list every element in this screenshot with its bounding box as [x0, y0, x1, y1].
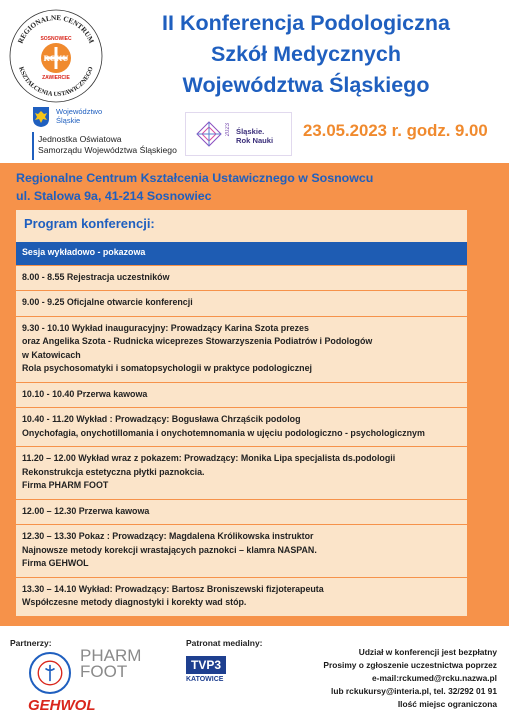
science-year-icon — [196, 121, 222, 147]
unit-name: Samorządu Województwa Śląskiego — [38, 145, 177, 155]
info-line: lub rckukursy@interia.pl, tel. 32/292 01 91 — [331, 686, 497, 696]
program-item-line: 8.00 - 8.55 Rejestracja uczestników — [22, 271, 170, 282]
logo-ring-top: REGIONALNE CENTRUM — [16, 13, 96, 45]
program-item-line: 12.30 – 13.30 Pokaz : Prowadzący: Magdalena Królikowska instruktor — [22, 531, 314, 541]
program-item-line: w Katowicach — [22, 349, 81, 360]
event-date: 23.05.2023 r. godz. 9.00 — [303, 121, 488, 140]
session-header: Sesja wykładowo - pokazowa — [16, 242, 467, 265]
info-line: Udział w konferencji jest bezpłatny — [358, 647, 497, 657]
rcku-logo — [8, 8, 104, 104]
program-item — [16, 382, 467, 408]
voivodeship-name: Śląskie — [56, 116, 81, 125]
program-item-line: Firma PHARM FOOT — [22, 480, 109, 490]
gehwol-logo: GEHWOL — [28, 697, 96, 714]
program-item-line: 11.20 – 12.00 Wykład wraz z pokazem: Prowadzący: Monika Lipa specjalista ds.podologii — [22, 453, 396, 463]
science-year-label: Rok Nauki — [236, 136, 274, 145]
program-item — [16, 499, 467, 525]
registration-info — [323, 646, 497, 711]
program-item-line: 10.10 - 10.40 Przerwa kawowa — [22, 388, 148, 399]
logo-monogram: RCKU — [43, 53, 69, 63]
program-item-line: Współczesne metody diagnostyki i korekty wad stóp. — [22, 597, 247, 607]
unit-name: Jednostka Oświatowa — [38, 134, 122, 144]
program-item-line: 13.30 – 14.10 Wykład: Prowadzący: Bartosz Broniszewski fizjoterapeuta — [22, 583, 324, 594]
program-item-line: 9.30 - 10.10 Wykład inauguracyjny: Prowadzący Karina Szota prezes — [22, 322, 309, 333]
title-line: II Konferencja Podologiczna — [162, 11, 450, 35]
program-item — [16, 524, 467, 577]
program-item — [16, 316, 467, 382]
program-items — [16, 265, 467, 616]
divider — [32, 132, 34, 160]
program-item — [16, 290, 467, 316]
partner-emblem-icon — [29, 652, 71, 694]
program-item-line: 9.00 - 9.25 Oficjalne otwarcie konferencji — [22, 297, 193, 307]
program-item — [16, 446, 467, 499]
pharm-foot-line: PHARM — [80, 646, 142, 665]
eagle-crest-icon — [32, 106, 50, 128]
logo-city-bottom: ZAWIERCIE — [42, 75, 70, 81]
voivodeship-name: Województwo — [56, 107, 103, 116]
conference-title — [108, 8, 504, 101]
program-item-line: Rola psychosomatyki i somatopsychologii w praktyce podologicznej — [22, 363, 312, 373]
info-line: Ilość miejsc ograniczona — [397, 699, 497, 709]
program-item-line: Onychofagia, onychotillomania i onychotemnomania w ujęciu podologiczno - psychologicznym — [22, 427, 425, 438]
venue-address — [16, 169, 373, 205]
address-line: Regionalne Centrum Kształcenia Ustawicznego w Sosnowcu — [16, 171, 374, 185]
info-line: Prosimy o zgłoszenie uczestnictwa poprzez — [323, 660, 497, 670]
science-year-label: Śląskie. — [236, 127, 265, 136]
program-band — [0, 163, 509, 626]
logo-ring-bottom: KSZTAŁCENIA USTAWICZNEGO — [17, 65, 95, 99]
program-item — [16, 577, 467, 616]
program-box — [16, 210, 467, 616]
program-item-line: 12.00 – 12.30 Przerwa kawowa — [22, 505, 150, 516]
program-item-line: oraz Angelika Szota - Rudnicka wiceprezes Stowarzyszenia Podiatrów i Podologów — [22, 336, 373, 346]
address-line: ul. Stalowa 9a, 41-214 Sosnowiec — [16, 189, 212, 203]
pharm-foot-line: FOOT — [80, 662, 128, 681]
voivodeship-logo — [32, 106, 182, 162]
program-item-line: 10.40 - 11.20 Wykład : Prowadzący: Bogusława Chrząścik podolog — [22, 414, 301, 424]
science-year-logo — [185, 112, 292, 156]
title-line: Województwa Śląskiego — [182, 73, 430, 97]
science-year-number: 2023 — [225, 123, 231, 137]
logo-city-top: SOSNOWIEC — [40, 36, 72, 42]
tvp3-region: KATOWICE — [186, 676, 224, 683]
title-line: Szkół Medycznych — [211, 42, 401, 66]
tvp3-logo: TVP3 — [186, 656, 226, 674]
partners-label: Partnerzy: — [10, 638, 52, 648]
program-item — [16, 407, 467, 446]
program-item-line: Rekonstrukcja estetyczna płytki paznokcia. — [22, 466, 205, 477]
program-item-line: Firma GEHWOL — [22, 558, 89, 568]
info-line: e-mail:rckumed@rcku.nazwa.pl — [372, 673, 497, 683]
media-label: Patronat medialny: — [186, 638, 263, 648]
program-item — [16, 265, 467, 291]
program-heading: Program konferencji: — [24, 216, 155, 231]
program-item-line: Najnowsze metody korekcji wrastających paznokci – klamra NASPAN. — [22, 544, 317, 555]
pharm-foot-logo — [80, 648, 141, 680]
